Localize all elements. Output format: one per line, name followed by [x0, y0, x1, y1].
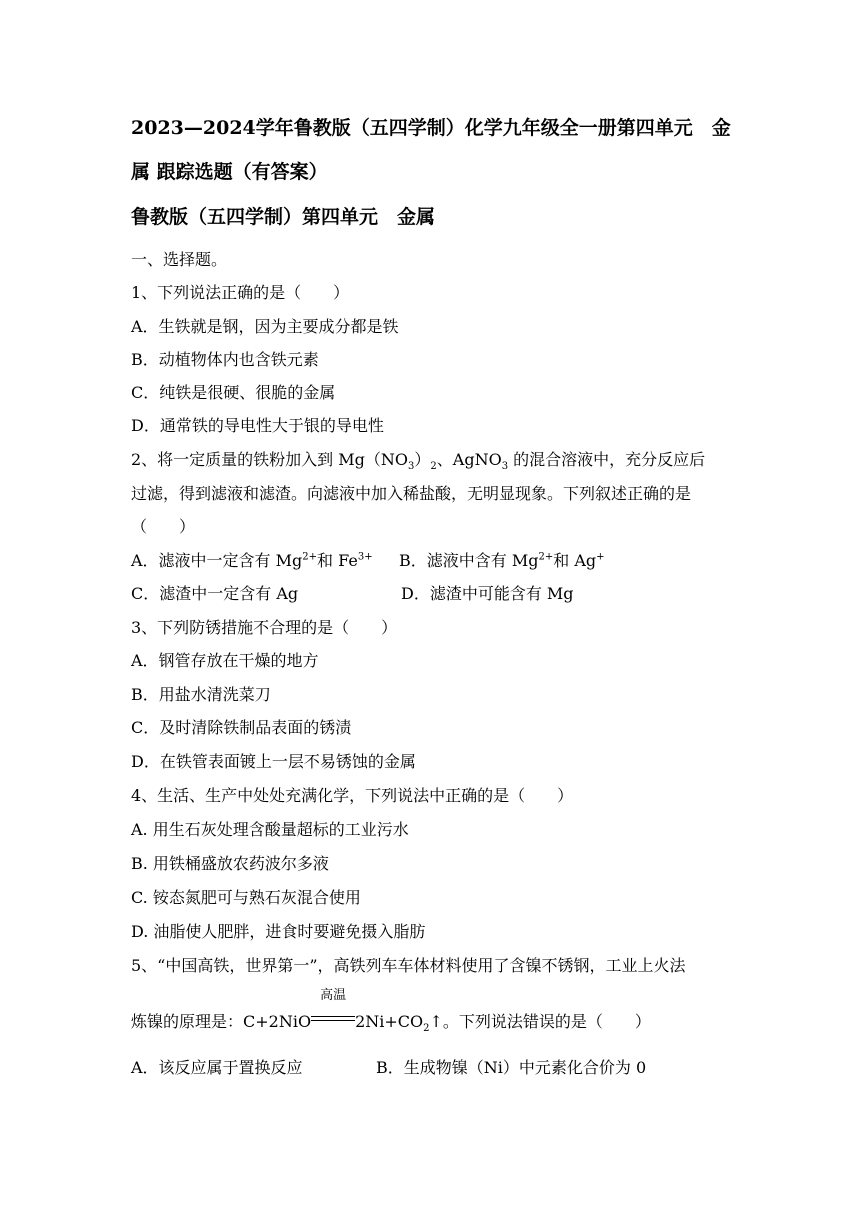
- q5-subscript: 2: [423, 1023, 430, 1035]
- q2-stem-part: 的混合溶液中，充分反应后: [508, 450, 706, 469]
- equation-bar-top: [311, 1016, 355, 1017]
- question-2-option-b: [399, 551, 605, 571]
- question-4-option-b: B. 用铁桶盛放农药波尔多液: [131, 854, 329, 873]
- q2-option-b-text: 和 Ag: [553, 551, 597, 570]
- question-1-option-b: B．动植物体内也含铁元素: [131, 350, 319, 369]
- question-5-option-b: B．生成物镍（Ni）中元素化合价为 0: [376, 1058, 647, 1077]
- document-title-line-2: 属 跟踪选题（有答案）: [131, 161, 328, 183]
- q2-superscript: 2+: [538, 551, 554, 563]
- document-title-line-1: 2023—2024学年鲁教版（五四学制）化学九年级全一册第四单元 金: [131, 117, 731, 139]
- question-2-option-c: C．滤渣中一定含有 Ag: [131, 584, 299, 603]
- question-4-stem: 4、生活、生产中处处充满化学，下列说法中正确的是（ ）: [131, 786, 574, 805]
- q2-subscript: 3: [501, 461, 509, 473]
- question-1-option-a: A．生铁就是钢，因为主要成分都是铁: [131, 317, 399, 336]
- question-3-option-b: B．用盐水清洗菜刀: [131, 685, 271, 704]
- question-4-option-c: C. 铵态氮肥可与熟石灰混合使用: [131, 888, 361, 907]
- q5-stem-part: ↑。下列说法错误的是（ ）: [429, 1012, 651, 1031]
- question-5-stem-line-1: 5、“中国高铁，世界第一”，高铁列车车体材料使用了含镍不锈钢，工业上火法: [131, 956, 686, 975]
- question-4-option-d: D. 油脂使人肥胖，进食时要避免摄入脂肪: [131, 922, 426, 941]
- question-2-options-row-1: [131, 551, 605, 571]
- q2-superscript: +: [596, 551, 605, 563]
- question-2-option-d: D．滤渣中可能含有 Mg: [401, 584, 574, 603]
- q2-option-b-text: B．滤液中含有 Mg: [399, 551, 539, 570]
- question-5-stem-line-2: [131, 988, 651, 1035]
- q2-stem-part: 、AgNO: [436, 450, 502, 469]
- question-3-option-c: C．及时清除铁制品表面的锈渍: [131, 718, 352, 737]
- q2-subscript: 2: [430, 461, 437, 473]
- q2-option-a-text: 和 Fe: [317, 551, 358, 570]
- question-2-options-row-2: [131, 584, 574, 604]
- question-1-stem: 1、下列说法正确的是（ ）: [131, 283, 350, 302]
- q5-stem-part: 2Ni+CO: [355, 1012, 424, 1031]
- question-2-option-a: [131, 551, 373, 570]
- section-heading: 一、选择题。: [131, 250, 228, 269]
- question-2-stem-line-2: 过滤，得到滤液和滤渣。向滤液中加入稀盐酸，无明显现象。下列叙述正确的是: [131, 484, 692, 503]
- question-2-stem-line-1: [131, 450, 706, 473]
- question-3-option-a: A．钢管存放在干燥的地方: [131, 651, 319, 670]
- question-2-stem-line-3: （ ）: [131, 517, 196, 536]
- question-5-options-row-1: [131, 1058, 647, 1078]
- q2-stem-part: 2、将一定质量的铁粉加入到 Mg（NO: [131, 450, 409, 469]
- question-1-option-c: C．纯铁是很硬、很脆的金属: [131, 383, 336, 402]
- q2-subscript: 3: [408, 461, 415, 473]
- reaction-condition-arrow: [311, 988, 355, 1027]
- question-5-option-a: A．该反应属于置换反应: [131, 1058, 303, 1077]
- equation-bar-bottom: [311, 1020, 355, 1021]
- q2-stem-part: ）: [414, 450, 431, 469]
- q2-option-a-text: A．滤液中一定含有 Mg: [131, 551, 303, 570]
- question-3-option-d: D．在铁管表面镀上一层不易锈蚀的金属: [131, 752, 416, 771]
- q5-stem-part: 炼镍的原理是：C+2NiO: [131, 1012, 312, 1031]
- document-subtitle: 鲁教版（五四学制）第四单元 金属: [131, 206, 436, 228]
- question-3-stem: 3、下列防锈措施不合理的是（ ）: [131, 618, 398, 637]
- question-4-option-a: A. 用生石灰处理含酸量超标的工业污水: [131, 820, 409, 839]
- q2-superscript: 2+: [302, 551, 318, 563]
- reaction-condition-label: 高温: [320, 988, 347, 1003]
- q2-superscript: 3+: [357, 551, 373, 563]
- question-1-option-d: D．通常铁的导电性大于银的导电性: [131, 416, 384, 435]
